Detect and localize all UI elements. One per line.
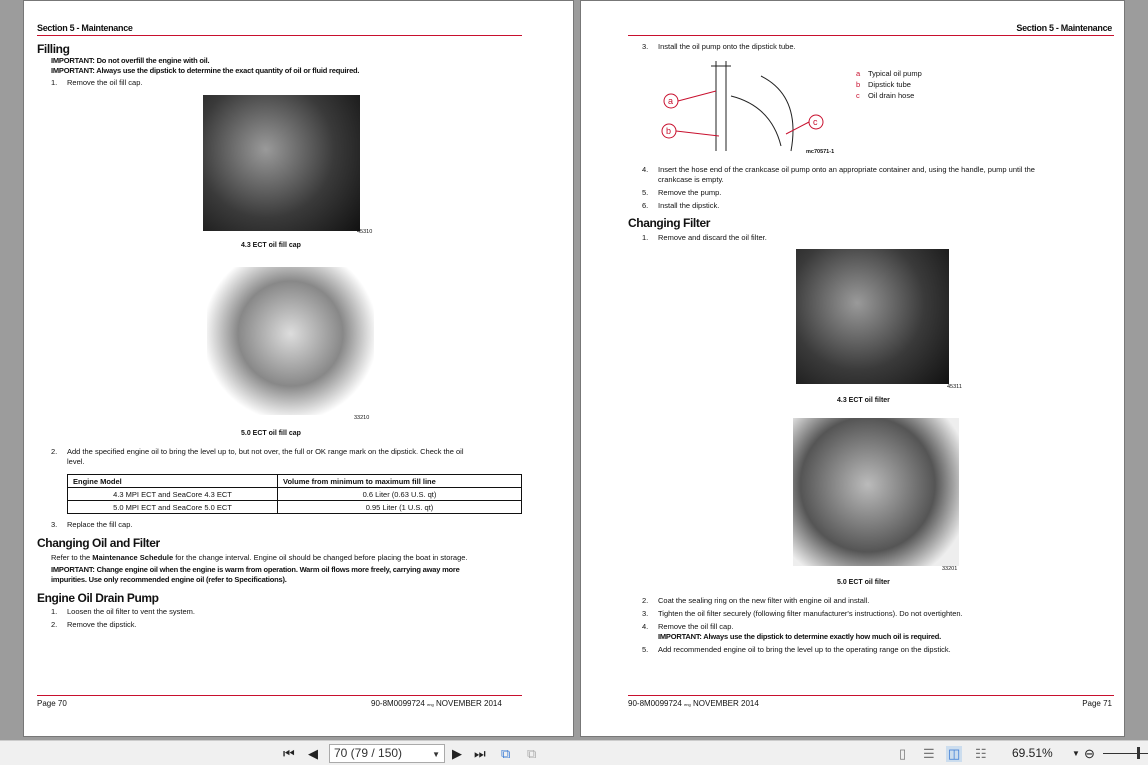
first-page-icon[interactable]: ⏮	[283, 746, 295, 761]
step: 1. Loosen the oil filter to vent the system.	[51, 607, 195, 616]
table-row: 4.3 MPI ECT and SeaCore 4.3 ECT 0.6 Liter (0.63 U.S. qt)	[68, 488, 522, 501]
figure-number: 45310	[357, 229, 373, 235]
chevron-down-icon: ▼	[432, 750, 440, 759]
svg-text:a: a	[668, 96, 674, 106]
continuous-facing-icon[interactable]: ☷	[975, 746, 987, 761]
section-header: Section 5 - Maintenance	[1016, 23, 1112, 33]
figure-number: 45311	[947, 384, 962, 390]
step: 5. Remove the pump.	[642, 188, 722, 197]
figure-caption: 4.3 ECT oil filter	[837, 397, 890, 404]
zoom-level[interactable]: 69.51%	[1012, 746, 1053, 760]
left-page	[23, 0, 574, 737]
header-rule	[37, 35, 522, 36]
important-note: IMPORTANT: Always use the dipstick to determine the exact quantity of oil or fluid required.	[51, 66, 360, 75]
zoom-slider[interactable]	[1103, 753, 1148, 754]
step: 4. Insert the hose end of the crankcase oil pump onto an appropriate container and, using the handle, pump until the crankcase is empty.	[642, 165, 1035, 184]
heading-changing-filter: Changing Filter	[628, 216, 710, 230]
heading-filling: Filling	[37, 42, 70, 56]
previous-page-icon[interactable]: ◀	[308, 746, 318, 761]
section-header: Section 5 - Maintenance	[37, 23, 133, 33]
page-number: Page 70	[37, 699, 67, 708]
go-back-view-icon[interactable]: ⧉	[501, 746, 511, 761]
figure-number: 33210	[354, 415, 370, 421]
link-maintenance-schedule: Maintenance Schedule	[92, 553, 174, 562]
photo-50-fill-cap	[207, 267, 374, 415]
header-rule	[628, 35, 1114, 36]
footer-doc: 90-8M0099724 eng NOVEMBER 2014	[371, 699, 502, 708]
figure-caption: 4.3 ECT oil fill cap	[241, 242, 301, 249]
photo-43-oil-filter	[796, 249, 949, 384]
next-page-icon[interactable]: ▶	[452, 746, 462, 761]
paragraph: Refer to the Maintenance Schedule for the change interval. Engine oil should be changed before placing the boat in storage.	[51, 553, 468, 562]
important-note: IMPORTANT: Do not overfill the engine with oil.	[51, 56, 210, 65]
oil-volume-table: Engine Model Volume from minimum to maximum fill line 4.3 MPI ECT and SeaCore 4.3 ECT 0.6 Liter (0.63 U.S. qt) 5.0 MPI ECT and SeaCore 5.0 ECT 0.95 Liter (1 U.S. qt)	[67, 474, 522, 514]
figure-number: 33201	[942, 566, 958, 572]
page-number-input[interactable]: 70 (79 / 150) ▼	[329, 744, 445, 763]
svg-text:b: b	[666, 126, 672, 136]
bottom-toolbar	[0, 740, 1148, 765]
oil-pump-diagram	[661, 56, 831, 156]
svg-text:c: c	[813, 117, 818, 127]
step: 3. Install the oil pump onto the dipstick tube.	[642, 42, 796, 51]
photo-50-oil-filter	[793, 418, 959, 566]
step: 2. Coat the sealing ring on the new filter with engine oil and install.	[642, 596, 870, 605]
figure-caption: 5.0 ECT oil filter	[837, 579, 890, 586]
step: 2. Remove the dipstick.	[51, 620, 137, 629]
footer-rule	[37, 695, 522, 696]
go-forward-view-icon[interactable]: ⧉	[527, 746, 537, 761]
step: 5. Add recommended engine oil to bring the level up to the operating range on the dipstick.	[642, 645, 951, 654]
step: 1. Remove and discard the oil filter.	[642, 233, 767, 242]
zoom-out-icon[interactable]: ⊖	[1084, 746, 1095, 761]
legend: a Typical oil pump b Dipstick tube c Oil drain hose	[856, 69, 922, 100]
figure-caption: 5.0 ECT oil fill cap	[241, 430, 301, 437]
footer-rule	[628, 695, 1114, 696]
important-note: IMPORTANT: Always use the dipstick to determine exactly how much oil is required.	[658, 632, 942, 641]
important-note: IMPORTANT: Change engine oil when the engine is warm from operation. Warm oil flows more freely, carrying away more impurities. Use only recommended engine oil (refer to Specifications).	[51, 565, 460, 584]
figure-number: mc70571-1	[806, 149, 835, 155]
zoom-slider-handle[interactable]	[1137, 747, 1140, 759]
step: 6. Install the dipstick.	[642, 201, 720, 210]
footer-doc: 90-8M0099724 eng NOVEMBER 2014	[628, 699, 759, 708]
single-page-icon[interactable]: ▯	[899, 746, 907, 761]
step: 4. Remove the oil fill cap.	[642, 622, 734, 631]
step: 3. Tighten the oil filter securely (following filter manufacturer's instructions). Do not overtighten.	[642, 609, 963, 618]
last-page-icon[interactable]: ⏭	[474, 746, 486, 761]
photo-43-fill-cap	[203, 95, 360, 231]
heading-changing-oil: Changing Oil and Filter	[37, 536, 160, 550]
step: 2. Add the specified engine oil to bring the level up to, but not over, the full or OK range mark on the dipstick. Check the oil level.	[51, 447, 464, 466]
table-row: 5.0 MPI ECT and SeaCore 5.0 ECT 0.95 Liter (1 U.S. qt)	[68, 501, 522, 514]
heading-drain-pump: Engine Oil Drain Pump	[37, 591, 159, 605]
page-number: Page 71	[1082, 699, 1112, 708]
step: 3. Replace the fill cap.	[51, 520, 133, 529]
facing-pages-icon[interactable]: ◫	[948, 746, 961, 761]
step: 1. Remove the oil fill cap.	[51, 78, 143, 87]
continuous-page-icon[interactable]: ☰	[923, 746, 935, 761]
zoom-dropdown-icon[interactable]: ▼	[1072, 749, 1080, 758]
right-page	[580, 0, 1125, 737]
